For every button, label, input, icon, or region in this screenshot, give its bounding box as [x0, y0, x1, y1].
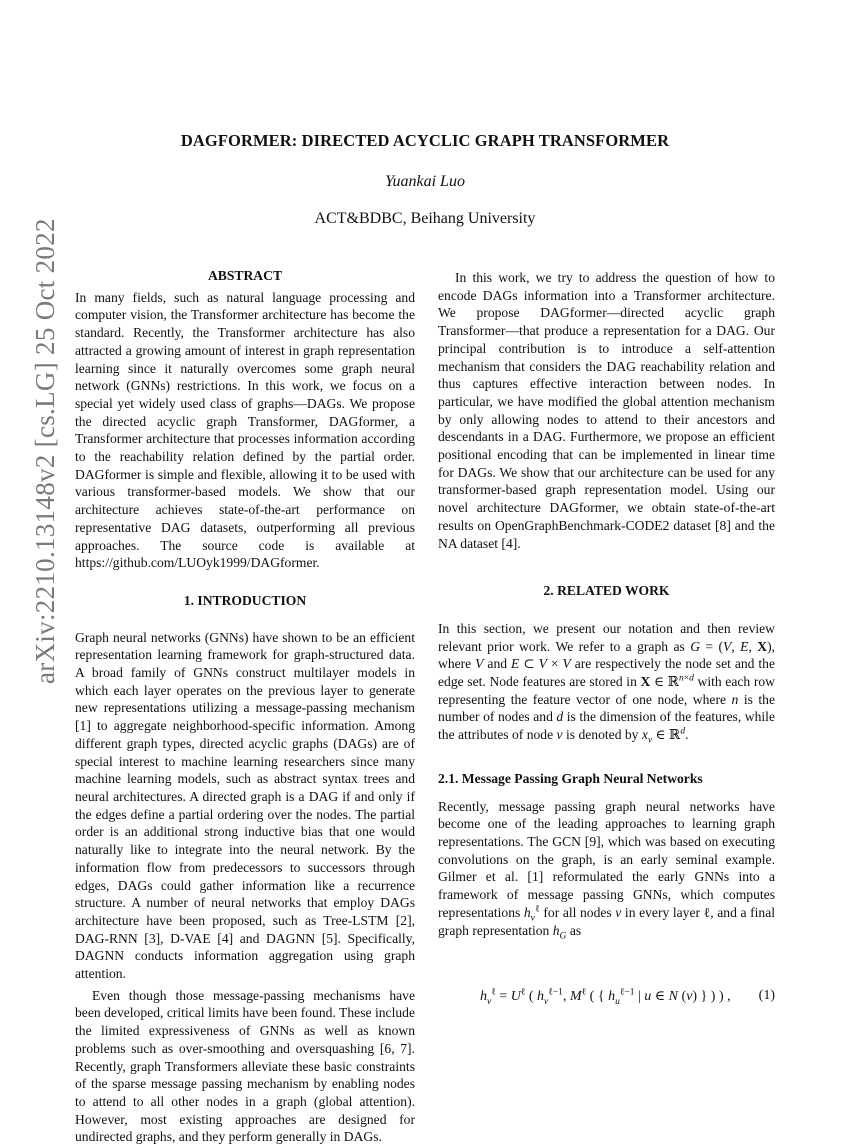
section-heading-introduction: 1. INTRODUCTION — [183, 592, 307, 608]
intro-paragraph-3: In this work, we try to address the question of how to encode DAGs information into a Transformer architecture. We propose DAGformer—directed acyclic graph Transformer—that produce a representation for a DAG. Our principal contribution is to introduce a self-attention mechanism that considers the DAG reachability relation and thus captures effective interaction between nodes. In particular, we have modified the global attention mechanism by only allowing nodes to attend to their ancestors and descendants in a DAG. Furthermore, we propose an efficient positional encoding that can be implemented in linear time for DAGs. We show that our architecture can be used for any transformer-based graph representation model. Using our novel architecture DAGformer, we obtain state-of-the-art results on OpenGraphBenchmark-CODE2 dataset [8] and the NA dataset [4]. — [438, 270, 775, 551]
subsection-heading-message-passing: 2.1. Message Passing Graph Neural Networks — [438, 770, 703, 786]
intro-paragraph-1: Graph neural networks (GNNs) have shown to be an efficient representation learning framework for graph-structured data. A broad family of GNNs construct multilayer models in which each layer operates on the previous layer to generate new representations utilizing a message-passing mechanism [1] to aggregate neighborhood-specific information. Among different graph types, directed acyclic graphs (DAGs) are of special interest to machine learning researchers since many machine learning models, such as abstract syntax trees and neural architectures. A directed graph is a DAG if and only if the edges define a partial ordering over the nodes. The partial order is an additional strong inductive bias that one would naturally like to integrate into the neural network. By the information flow from predecessors to successors through edges, DAGs could gather information like a recurrence structure. A number of neural networks that employ DAGs architecture have been proposed, such as Tree-LSTM [2], DAG-RNN [3], D-VAE [4] and DAGNN [5]. Specifically, DAGNN conducts information aggregation using graph attention. — [75, 629, 415, 982]
paper-author: Yuankai Luo — [385, 173, 465, 190]
paper-affiliation: ACT&BDBC, Beihang University — [314, 210, 536, 227]
section-heading-related-work: 2. RELATED WORK — [543, 583, 670, 599]
equation-1 — [438, 988, 775, 1012]
left-column — [75, 265, 415, 1146]
arxiv-identifier: arXiv:2210.13148v2 [cs.LG] 25 Oct 2022 — [30, 218, 60, 684]
paper-title: DAGFORMER: DIRECTED ACYCLIC GRAPH TRANSFORMER — [180, 131, 670, 150]
abstract-heading: ABSTRACT — [207, 268, 283, 283]
related-paragraph-1: In this section, we present our notation and then review relevant prior work. We refer to a graph as G = (V, E, X), where V and E ⊂ V × V are respectively the node set and the edge set. Node features are stored in X ∈ ℝ$^{n\times d}$ with each row representing the feature vector of one node, where n is the number of nodes and d is the dimension of the features, while the attributes of node v is denoted by $x_v$ ∈ ℝ$^d$. — [438, 620, 775, 746]
abstract-text: In many fields, such as natural language processing and computer vision, the Transformer architecture has become the standard. Recently, the Transformer architecture has also attracted a growing amount of interest in graph representation learning since it naturally overcomes some graph neural network (GNNs) restrictions. In this work, we focus on a special yet widely used class of graphs—DAGs. We propose the directed acyclic graph Transformer, DAGformer, a Transformer architecture that processes information according to the reachability relation defined by the partial order. DAGformer is simple and flexible, allowing it to be used with various transformer-based models. We show that our architecture achieves state-of-the-art performance on representative DAG datasets, outperforming all previous approaches. The source code is available at https://github.com/LUOyk1999/DAGformer. — [75, 289, 415, 571]
equation-number: (1) — [758, 988, 775, 1003]
related-paragraph-2: Recently, message passing graph neural networks have become one of the leading approaches to learning graph representations. The GCN [9], which was based on executing convolutions on the graph, is an early seminal example. Gilmer et al. [1] reformulated the early GNNs into a framework of message passing GNNs, which computes representations $h_v^\ell$ for all nodes v in every layer ℓ, and a final graph representation $h_G$ as — [438, 798, 776, 942]
right-column — [438, 265, 776, 942]
equation-body: $h_v^\ell = U^\ell$ ( $h_v^{\ell-1}$, $M^\ell$ ( { $h_u^{\ell-1}$ | u ∈ N (v) } ) ) , — [480, 987, 731, 1007]
intro-paragraph-2: Even though those message-passing mechanisms have been developed, critical limits have been found. These include the limited expressiveness of GNNs as well as known problems such as over-smoothing and oversquashing [6, 7]. Recently, graph Transformers alleviate these basic constraints of the sparse message passing mechanism by enabling nodes to attend to all other nodes in a graph (global attention). However, most existing approaches are designed for undirected graphs, and they perform generally in DAGs. — [75, 987, 415, 1145]
